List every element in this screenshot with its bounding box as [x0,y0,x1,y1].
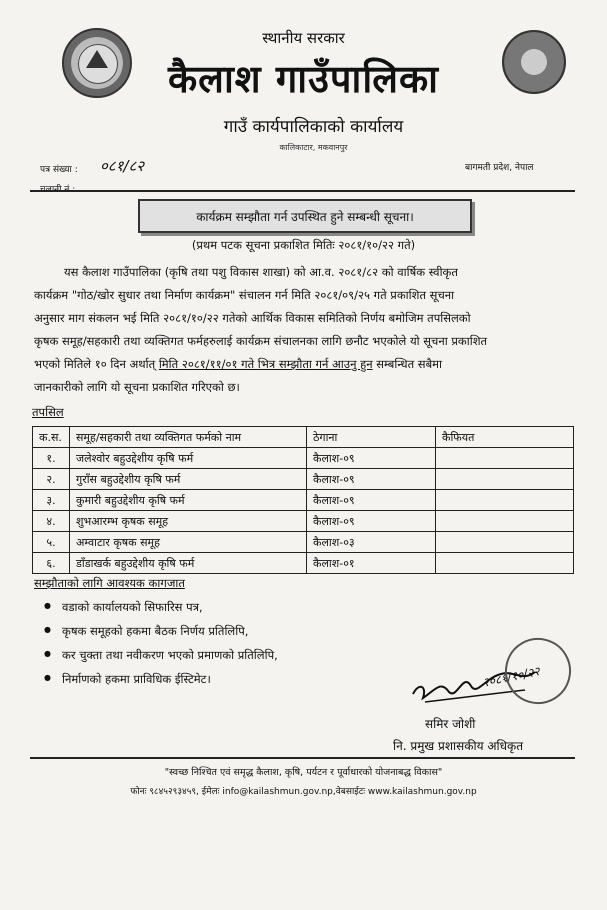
row-sn: १. [33,448,70,469]
document-item: ● कृषक समूहको हकमा बैठक निर्णय प्रतिलिपि, [62,624,248,639]
row-address: कैलाश-०१ [307,553,436,574]
row-remarks [436,532,574,553]
dispatch-no-label [40,182,75,195]
table-row [33,532,574,553]
table-row [33,469,574,490]
footer-divider [30,757,575,759]
row-name: कुमारी बहुउद्देशीय कृषि फर्म [70,490,307,511]
body-line-2: कार्यक्रम "गोठ/खोर सुधार तथा निर्माण कार्यक्रम" संचालन गर्न मिति २०८१/०९/२५ गते प्रकाशित सूचना [34,288,455,302]
letter-no-value: ०८१/८२ [100,157,145,175]
documents-title: सम्झौताको लागि आवश्यक कागजात [34,576,185,590]
signature-date: २०८१/१०/२२ [481,664,541,690]
table-row [33,490,574,511]
signatory-designation: नि. प्रमुख प्रशासकीय अधिकृत [393,739,524,753]
document-item: ● कर चुक्ता तथा नवीकरण भएको प्रमाणको प्रतिलिपि, [62,648,278,663]
body-line-4: कृषक समूह/सहकारी तथा व्यक्तिगत फर्महरुलाई कार्यक्रम संचालनका लागि छनौट भएकोले यो सूचना प्रकाशित [34,334,488,348]
header-sn: क.स. [33,427,70,448]
beneficiary-table [32,426,574,574]
body-line-1: यस कैलाश गाउँपालिका (कृषि तथा पशु विकास शाखा) को आ.व. २०८१/८२ को वार्षिक स्वीकृत [64,265,458,279]
row-name: शुभआरम्भ कृषक समूह [70,511,307,532]
row-remarks [436,490,574,511]
body-line-5 [34,353,574,375]
row-address: कैलाश-०९ [307,448,436,469]
row-remarks [436,469,574,490]
header-name: समूह/सहकारी तथा व्यक्तिगत फर्मको नाम [70,427,307,448]
document-item: ● निर्माणको हकमा प्राविधिक ईस्टिमेट। [62,672,211,687]
header-divider [30,190,575,192]
row-address: कैलाश-०३ [307,532,436,553]
row-sn: ५. [33,532,70,553]
body-line-5-post: सम्बन्धित सबैमा [372,357,442,371]
signatory-name: समिर जोशी [425,717,476,731]
header-remarks: कैफियत [436,427,574,448]
row-sn: २. [33,469,70,490]
row-remarks [436,553,574,574]
row-name: गुराँस बहुउद्देशीय कृषि फर्म [70,469,307,490]
municipality-name: कैलाश गाउँपालिका [168,57,439,101]
row-name: जलेश्वोर बहुउद्देशीय कृषि फर्म [70,448,307,469]
row-sn: ६. [33,553,70,574]
footer-contact: फोनः ९८४५२९३४५९, ईमेलः info@kailashmun.gov.np,वेबसाईटः www.kailashmun.gov.np [130,787,477,797]
row-remarks [436,511,574,532]
header-address: ठेगाना [307,427,436,448]
document-item: ● वडाको कार्यालयको सिफारिस पत्र, [62,600,203,615]
table-row [33,448,574,469]
row-address: कैलाश-०९ [307,511,436,532]
body-line-3: अनुसार माग संकलन भई मिति २०८१/१०/२२ गतेको आर्थिक विकास समितिको निर्णय बमोजिम तपसिलको [34,311,471,325]
body-line-5-deadline: मिति २०८१/११/०१ गते भित्र सम्झौता गर्न आउनु हुन [158,357,373,371]
table-row [33,553,574,574]
table-caption: तपसिल [32,405,64,419]
row-address: कैलाश-०९ [307,469,436,490]
province-label: बागमती प्रदेश, नेपाल [465,163,534,173]
office-address: कालिकाटार, मकवानपुर [279,143,348,152]
notice-title-box [138,199,472,233]
footer-slogan: "स्वच्छ निश्चित एवं समृद्ध कैलाश, कृषि, पर्यटन र पूर्वाधारको योजनाबद्ध विकास" [164,767,443,778]
office-name: गाउँ कार्यपालिकाको कार्यालय [223,117,404,137]
header-top-line: स्थानीय सरकार [262,29,345,47]
published-date-line: (प्रथम पटक सूचना प्रकाशित मितिः २०८१/१०/२२ गते) [191,238,416,252]
letter-no-label: पत्र संख्या : [40,165,78,175]
row-name: डाँडाखर्क बहुउद्देशीय कृषि फर्म [70,553,307,574]
table-header-row [33,427,574,448]
row-name: अम्वाटार कृषक समूह [70,532,307,553]
row-sn: ३. [33,490,70,511]
row-address: कैलाश-०९ [307,490,436,511]
body-line-6: जानकारीको लागि यो सूचना प्रकाशित गरिएको छ। [34,380,240,394]
row-remarks [436,448,574,469]
row-sn: ४. [33,511,70,532]
body-line-5-pre: भएको मितिले १० दिन अर्थात् [34,357,159,371]
table-row [33,511,574,532]
notice-title: कार्यक्रम सम्झौता गर्न उपस्थित हुने सम्बन्धी सूचना। [196,210,414,224]
